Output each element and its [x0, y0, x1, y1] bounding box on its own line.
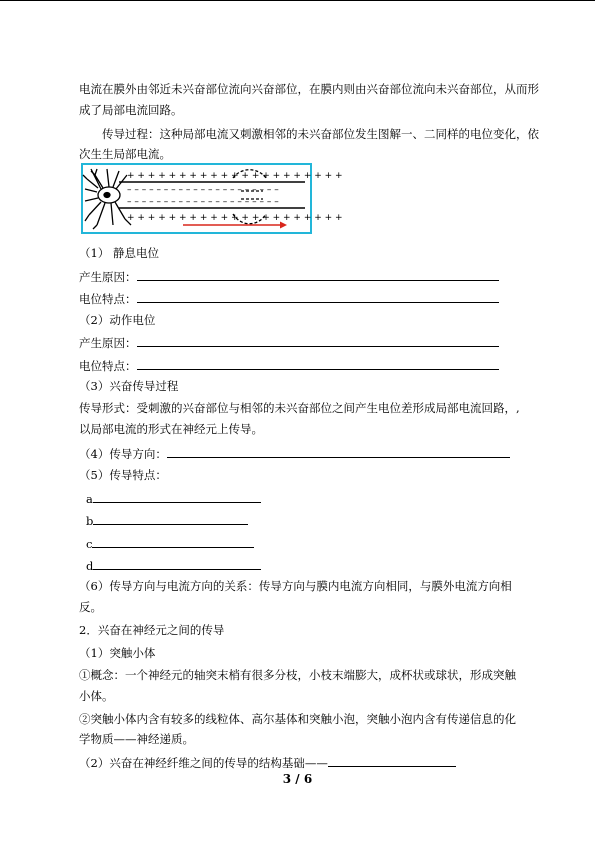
paragraph-line: 次生生局部电流。	[79, 147, 171, 161]
fill-in-line	[79, 357, 499, 374]
field-label: （2）兴奋在神经纤维之间的传导的结构基础——	[79, 756, 328, 770]
field-label: 产生原因：	[79, 270, 137, 284]
field-label: c	[86, 537, 93, 551]
fill-in-line	[86, 512, 248, 529]
blank-line	[137, 357, 499, 370]
paragraph-line: 成了局部电流回路。	[79, 103, 183, 117]
neuron-diagram	[83, 165, 343, 232]
paragraph-line: 小体。	[79, 689, 114, 703]
page-number: 3 / 6	[282, 772, 313, 786]
fill-in-line	[79, 754, 456, 771]
field-label: a	[86, 492, 93, 506]
paragraph-line: 电流在膜外由邻近未兴奋部位流向兴奋部位，在膜内则由兴奋部位流向未兴奋部位，从而形	[79, 82, 539, 96]
fill-in-line	[86, 490, 261, 507]
field-label: 电位特点：	[79, 359, 137, 373]
fill-in-line	[86, 535, 254, 552]
section-title: （2）动作电位	[79, 313, 156, 327]
header-rule	[0, 0, 595, 1]
svg-text:– – – – – – – – – – – – – – –: – – – – – – – – – – – – – – – – – – – – –	[127, 197, 279, 207]
blank-line	[93, 490, 261, 503]
svg-text:+ + + + + + + + + + + + + + +: + + + + + + + + + + + + + + + + + + + + +	[127, 213, 343, 223]
svg-text:+ + + + + + + + + + + + + + +: + + + + + + + + + + + + + + + + + + + + +	[127, 171, 343, 181]
section-title: （5）传导特点：	[79, 468, 167, 482]
paragraph-line: ①概念：一个神经元的轴突末梢有很多分枝，小枝末端膨大，成杯状或球状，形成突触	[79, 668, 516, 682]
svg-text:– – – – – – – – – – – – – – –: – – – – – – – – – – – – – – – – – – – – –	[127, 185, 279, 195]
blank-line	[137, 290, 499, 303]
neuron-cell-body	[83, 169, 131, 229]
paragraph-line: ②突触小体内含有较多的线粒体、高尔基体和突触小泡，突触小泡内含有传递信息的化	[79, 712, 516, 726]
blank-line	[167, 445, 510, 458]
section-title: （1）突触小体	[79, 646, 156, 660]
paragraph-line: 学物质——神经递质。	[79, 732, 194, 746]
section-heading: 2．兴奋在神经元之间的传导	[79, 623, 225, 637]
paragraph-line: 反。	[79, 600, 102, 614]
paragraph-line: 传导过程：这种局部电流又刺激相邻的未兴奋部位发生图解一、二同样的电位变化，依	[102, 127, 539, 141]
fill-in-line	[79, 268, 499, 285]
blank-line	[92, 535, 254, 548]
blank-line	[93, 557, 261, 570]
paragraph-line: 传导形式：受刺激的兴奋部位与相邻的未兴奋部位之间产生电位差形成局部电流回路，,	[79, 401, 520, 415]
section-title: （1） 静息电位	[79, 246, 159, 260]
blank-line	[137, 334, 499, 347]
paragraph-line: （6）传导方向与电流方向的关系：传导方向与膜内电流方向相同，与膜外电流方向相	[79, 579, 512, 593]
fill-in-line	[86, 557, 261, 574]
field-label: d	[86, 559, 94, 573]
field-label: 电位特点：	[79, 292, 137, 306]
blank-line	[137, 268, 499, 281]
field-label: b	[86, 514, 94, 528]
blank-line	[93, 512, 248, 525]
fill-in-line	[79, 290, 499, 307]
field-label: 产生原因：	[79, 336, 137, 350]
paragraph-line: 以局部电流的形式在神经元上传导。	[79, 422, 263, 436]
membrane-charges	[127, 171, 343, 223]
blank-line	[328, 754, 456, 767]
fill-in-line	[79, 334, 499, 351]
fill-in-line	[79, 445, 510, 462]
section-title: （3）兴奋传导过程	[79, 379, 179, 393]
neuron-conduction-figure	[81, 163, 343, 234]
field-label: （4）传导方向：	[79, 447, 167, 461]
